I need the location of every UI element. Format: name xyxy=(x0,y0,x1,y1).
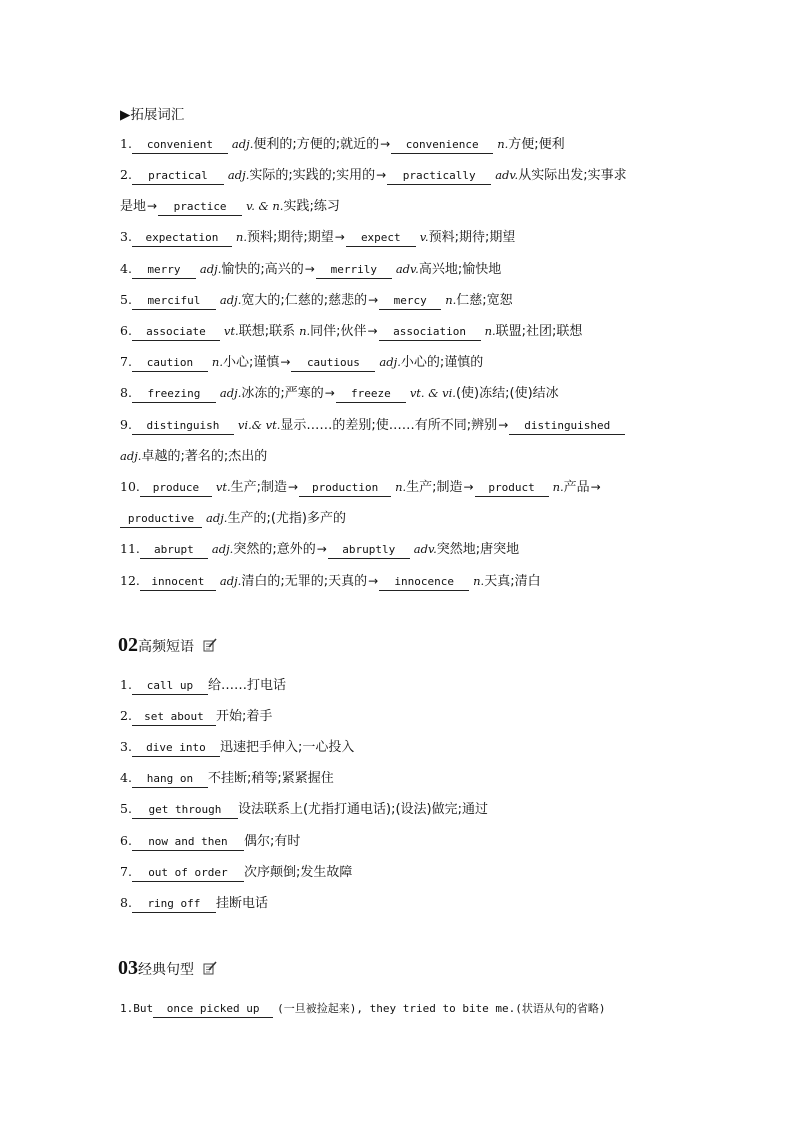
phrase-meaning: 给……打电话 xyxy=(207,678,286,693)
answer-blank: production xyxy=(299,480,391,497)
phrase-item-8 xyxy=(120,894,268,913)
pos-label: adj. xyxy=(120,449,142,463)
pos-label: n. xyxy=(235,230,247,244)
pos-label: adv. xyxy=(495,168,519,182)
answer-blank: abrupt xyxy=(140,542,208,559)
item-number: 6. xyxy=(120,323,132,338)
section-title: 经典句型 xyxy=(138,962,194,978)
answer-blank: produce xyxy=(140,480,212,497)
definition: 实践;练习 xyxy=(283,199,340,214)
pos-label: n. xyxy=(395,480,407,494)
answer-blank: abruptly xyxy=(328,542,410,559)
vocab-item-7 xyxy=(120,353,483,372)
answer-blank: ring off xyxy=(132,896,216,913)
answer-blank: distinguished xyxy=(509,418,625,435)
item-number: 6. xyxy=(120,833,132,848)
answer-blank: practical xyxy=(132,168,224,185)
answer-blank: merrily xyxy=(316,262,392,279)
item-number: 5. xyxy=(120,801,132,816)
answer-blank: caution xyxy=(132,355,208,372)
answer-blank: now and then xyxy=(132,834,244,851)
phrase-meaning: 迅速把手伸入;一心投入 xyxy=(219,740,355,755)
answer-blank: get through xyxy=(132,802,238,819)
answer-blank: once picked up xyxy=(153,1001,273,1018)
definition: 预料;期待;期望 xyxy=(428,230,516,245)
pos-label: vt. xyxy=(215,480,231,494)
pos-label: adv. xyxy=(395,262,419,276)
section-header-phrases xyxy=(118,634,217,657)
item-number: 8. xyxy=(120,895,132,910)
vocab-item-6 xyxy=(120,322,582,341)
pos-label: v. xyxy=(419,230,429,244)
definition: 预料;期待;期望 xyxy=(246,230,334,245)
answer-blank: innocent xyxy=(140,574,216,591)
arrow-icon: → xyxy=(304,262,315,276)
answer-blank: out of order xyxy=(132,865,244,882)
vocab-item-4 xyxy=(120,260,501,279)
phrase-meaning: 开始;着手 xyxy=(215,709,273,724)
definition: 宽大的;仁慈的;慈悲的 xyxy=(241,293,368,308)
item-number: 8. xyxy=(120,385,132,400)
answer-blank: product xyxy=(475,480,549,497)
answer-blank: freeze xyxy=(336,386,406,403)
section-title: 高频短语 xyxy=(138,639,194,655)
pos-label: vt. xyxy=(223,324,239,338)
definition: 便利的;方便的;就近的 xyxy=(253,137,380,152)
answer-blank: cautious xyxy=(291,355,375,372)
vocab-item-10-cont xyxy=(120,509,346,528)
answer-blank: associate xyxy=(132,324,220,341)
vocab-item-3 xyxy=(120,228,515,247)
definition: 是地 xyxy=(120,199,147,214)
definition: 冰冻的;严寒的 xyxy=(241,386,324,401)
pos-label: adj. xyxy=(231,137,254,151)
arrow-icon: → xyxy=(463,480,474,494)
pos-label: n. xyxy=(445,293,457,307)
pos-label: n. xyxy=(552,480,564,494)
phrase-item-7 xyxy=(120,863,352,882)
pos-label: n. xyxy=(299,324,311,338)
vocab-item-8 xyxy=(120,384,559,403)
item-number: 9. xyxy=(120,417,132,432)
notepad-pencil-icon xyxy=(203,638,217,652)
phrase-item-3 xyxy=(120,738,354,757)
phrase-item-4 xyxy=(120,769,334,788)
section-header-sentences xyxy=(118,957,217,980)
answer-blank: freezing xyxy=(132,386,216,403)
answer-blank: expectation xyxy=(132,230,232,247)
answer-blank: merry xyxy=(132,262,196,279)
vocab-item-1 xyxy=(120,135,565,154)
vocab-section-header: ▶拓展词汇 xyxy=(120,107,185,123)
pos-label: adj. xyxy=(205,511,228,525)
item-number: 2. xyxy=(120,708,132,723)
definition: 同伴;伙伴 xyxy=(310,324,367,339)
phrase-item-6 xyxy=(120,832,300,851)
phrase-item-5 xyxy=(120,800,488,819)
section-number: 03 xyxy=(118,957,138,979)
definition: 实际的;实践的;实用的 xyxy=(249,168,376,183)
arrow-icon: → xyxy=(324,386,335,400)
item-number: 5. xyxy=(120,292,132,307)
answer-blank: expect xyxy=(346,230,416,247)
pos-label: n. xyxy=(497,137,509,151)
vocab-item-2-cont xyxy=(120,197,340,216)
phrase-meaning: 次序颠倒;发生故障 xyxy=(243,865,353,880)
answer-blank: merciful xyxy=(132,293,216,310)
answer-blank: innocence xyxy=(379,574,469,591)
vocab-item-5 xyxy=(120,291,513,310)
answer-blank: call up xyxy=(132,678,208,695)
vocab-item-9-cont xyxy=(120,447,267,466)
definition: 高兴地;愉快地 xyxy=(418,262,502,277)
answer-blank: practically xyxy=(387,168,491,185)
pos-label: adj. xyxy=(219,386,242,400)
definition: 小心的;谨慎的 xyxy=(400,355,484,370)
item-number: 3. xyxy=(120,229,132,244)
answer-blank: hang on xyxy=(132,771,208,788)
sentence-start: 1.But xyxy=(120,1002,154,1015)
phrase-item-2 xyxy=(120,707,272,726)
answer-blank: mercy xyxy=(379,293,441,310)
arrow-icon: → xyxy=(376,168,387,182)
definition: 联想;联系 xyxy=(238,324,296,339)
phrase-item-1 xyxy=(120,676,286,695)
pos-label: vt. & vi. xyxy=(409,386,456,400)
item-number: 11. xyxy=(120,541,140,556)
item-number: 12. xyxy=(120,573,140,588)
definition: 小心;谨慎 xyxy=(222,355,280,370)
pos-label: adj. xyxy=(379,355,401,369)
vocab-item-9 xyxy=(120,416,625,435)
item-number: 2. xyxy=(120,167,132,182)
pos-label: adv. xyxy=(413,542,437,556)
definition: 卓越的;著名的;杰出的 xyxy=(141,449,268,464)
item-number: 1. xyxy=(120,136,132,151)
definition: 突然的;意外的 xyxy=(233,542,316,557)
pos-label: adj. xyxy=(211,542,234,556)
vocab-item-12 xyxy=(120,572,541,591)
answer-blank: convenient xyxy=(132,137,228,154)
pos-label: n. xyxy=(211,355,223,369)
definition: 方便;便利 xyxy=(508,137,565,152)
arrow-icon: → xyxy=(147,199,158,213)
sentence-item-1 xyxy=(120,999,606,1018)
definition: 生产;制造 xyxy=(230,480,288,495)
definition: (使)冻结;(使)结冰 xyxy=(455,386,559,401)
answer-blank: association xyxy=(379,324,481,341)
definition: 产品 xyxy=(563,480,590,495)
phrase-meaning: 不挂断;稍等;紧紧握住 xyxy=(207,771,334,786)
definition: 清白的;无罪的;天真的 xyxy=(241,574,368,589)
pos-label: v. & n. xyxy=(246,199,284,213)
vocab-item-10 xyxy=(120,478,602,497)
sentence-rest: (一旦被捡起来), they tried to bite me.(状语从句的省略) xyxy=(277,1002,606,1015)
arrow-icon: → xyxy=(280,355,291,369)
arrow-icon: → xyxy=(316,542,327,556)
arrow-icon: → xyxy=(334,230,345,244)
item-number: 7. xyxy=(120,864,132,879)
definition: 突然地;唐突地 xyxy=(436,542,520,557)
phrase-meaning: 设法联系上(尤指打通电话);(设法)做完;通过 xyxy=(237,802,488,817)
definition: 天真;清白 xyxy=(484,574,541,589)
arrow-icon: → xyxy=(380,137,391,151)
pos-label: adj. xyxy=(199,262,222,276)
item-number: 7. xyxy=(120,354,132,369)
answer-blank: convenience xyxy=(391,137,493,154)
item-number: 3. xyxy=(120,739,132,754)
arrow-icon: → xyxy=(590,480,601,494)
item-number: 10. xyxy=(120,479,140,494)
answer-blank: productive xyxy=(120,511,202,528)
arrow-icon: → xyxy=(367,324,378,338)
answer-blank: set about xyxy=(132,709,216,726)
answer-blank: distinguish xyxy=(132,418,234,435)
arrow-icon: → xyxy=(368,574,379,588)
phrase-meaning: 挂断电话 xyxy=(215,896,268,911)
vocab-item-2 xyxy=(120,166,627,185)
section-number: 02 xyxy=(118,634,138,656)
pos-label: n. xyxy=(473,574,485,588)
definition: 生产的;(尤指)多产的 xyxy=(227,511,346,526)
pos-label: adj. xyxy=(219,574,242,588)
definition: 生产;制造 xyxy=(406,480,463,495)
arrow-icon: → xyxy=(288,480,299,494)
pos-label: adj. xyxy=(219,293,242,307)
definition: 联盟;社团;联想 xyxy=(495,324,583,339)
definition: 显示……的差别;使……有所不同;辨别 xyxy=(280,418,498,433)
pos-label: n. xyxy=(484,324,496,338)
arrow-icon: → xyxy=(498,418,509,432)
item-number: 4. xyxy=(120,261,132,276)
item-number: 1. xyxy=(120,677,132,692)
answer-blank: practice xyxy=(158,199,242,216)
phrase-meaning: 偶尔;有时 xyxy=(243,834,301,849)
item-number: 4. xyxy=(120,770,132,785)
arrow-icon: → xyxy=(368,293,379,307)
definition: 愉快的;高兴的 xyxy=(221,262,304,277)
pos-label: vi.& vt. xyxy=(237,418,281,432)
answer-blank: dive into xyxy=(132,740,220,757)
definition: 从实际出发;实事求 xyxy=(518,168,627,183)
vocab-item-11 xyxy=(120,540,519,559)
definition: 仁慈;宽恕 xyxy=(456,293,513,308)
pos-label: adj. xyxy=(227,168,250,182)
notepad-pencil-icon xyxy=(203,961,217,975)
